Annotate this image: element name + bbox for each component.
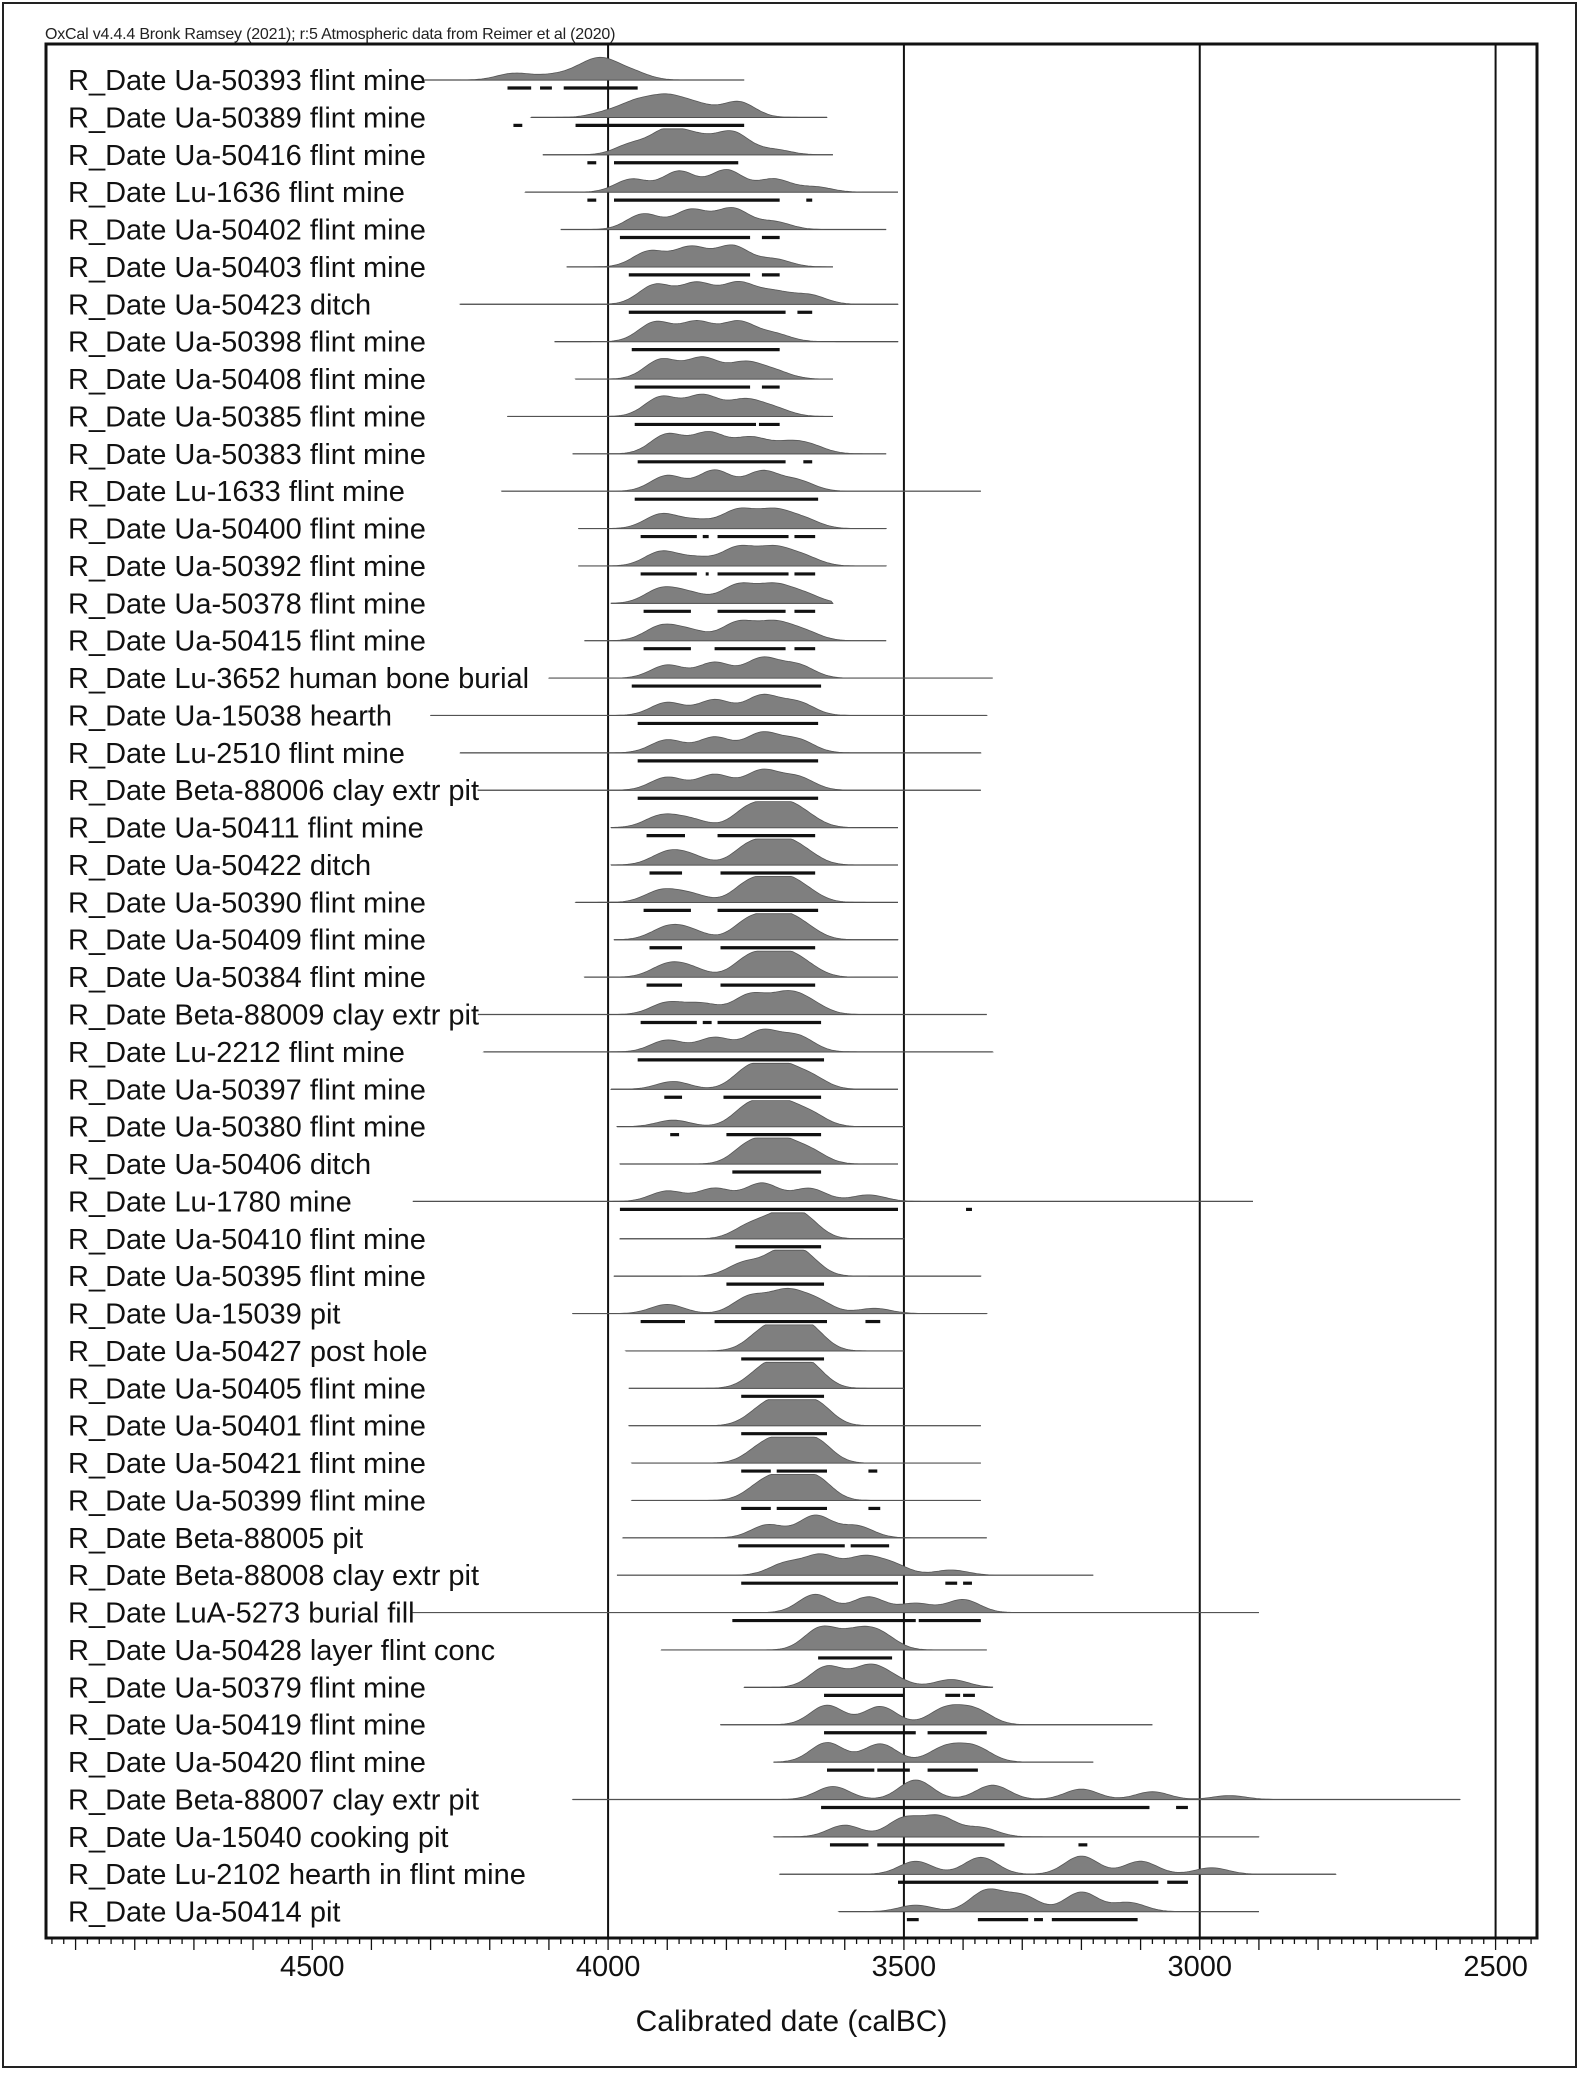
- distribution-label: R_Date Ua-50399 flint mine: [68, 1485, 426, 1518]
- distribution-label: R_Date Lu-1633 flint mine: [68, 476, 405, 509]
- density-curve: [502, 470, 981, 491]
- distribution-label: R_Date Ua-50398 flint mine: [68, 326, 426, 359]
- density-curve: [478, 769, 981, 790]
- distribution-label: R_Date Ua-50427 post hole: [68, 1335, 428, 1368]
- x-tick-label-4000: 4000: [575, 1951, 641, 1983]
- density-curve: [780, 1856, 1336, 1874]
- distribution-label: R_Date Ua-50423 ditch: [68, 289, 372, 322]
- distribution-label: R_Date Ua-50415 flint mine: [68, 625, 426, 658]
- density-curve: [839, 1889, 1259, 1912]
- distribution-label: R_Date Ua-50395 flint mine: [68, 1261, 426, 1294]
- density-curve: [573, 1288, 987, 1313]
- density-curve: [573, 1780, 1461, 1800]
- distribution-label: R_Date Ua-50406 ditch: [68, 1149, 372, 1182]
- density-curve: [611, 839, 898, 865]
- density-curve: [614, 1250, 981, 1276]
- distribution-label: R_Date Beta-88008 clay extr pit: [68, 1560, 480, 1593]
- distribution-label: R_Date Ua-50419 flint mine: [68, 1709, 426, 1742]
- distribution-label: R_Date Ua-50411 flint mine: [68, 812, 424, 845]
- software-credit: OxCal v4.4.4 Bronk Ramsey (2021); r:5 Atmospheric data from Reimer et al (2020): [45, 26, 616, 43]
- distribution-label: R_Date Lu-1636 flint mine: [68, 177, 405, 210]
- distribution-label: R_Date Ua-50403 flint mine: [68, 251, 426, 284]
- density-curve: [623, 1515, 987, 1538]
- density-curve: [425, 57, 745, 80]
- distribution-label: R_Date Ua-50385 flint mine: [68, 401, 426, 434]
- density-curve: [579, 545, 887, 566]
- density-curve: [460, 732, 981, 753]
- distribution-label: R_Date Ua-50408 flint mine: [68, 364, 426, 397]
- density-curve: [626, 1325, 904, 1351]
- distribution-label: R_Date Ua-50400 flint mine: [68, 513, 426, 546]
- distribution-label: R_Date Ua-50420 flint mine: [68, 1747, 426, 1780]
- distribution-label: R_Date Ua-50422 ditch: [68, 849, 372, 882]
- distribution-label: R_Date Lu-1780 mine: [68, 1186, 352, 1219]
- density-curve: [721, 1705, 1153, 1725]
- density-curve: [774, 1743, 1094, 1763]
- density-curve: [484, 1029, 993, 1052]
- distribution-label: R_Date Ua-50410 flint mine: [68, 1223, 426, 1256]
- density-curve: [460, 281, 898, 304]
- density-curve: [620, 1138, 898, 1164]
- density-curve: [508, 394, 833, 416]
- distribution-label: R_Date Lu-2102 hearth in flint mine: [68, 1859, 526, 1892]
- density-curve: [413, 1594, 1259, 1612]
- distribution-label: R_Date Ua-50378 flint mine: [68, 588, 426, 621]
- density-curve: [413, 1183, 1253, 1202]
- distribution-label: R_Date LuA-5273 burial fill: [68, 1597, 415, 1630]
- density-curve: [584, 951, 898, 977]
- distribution-label: R_Date Beta-88006 clay extr pit: [68, 775, 480, 808]
- density-curve: [543, 129, 833, 155]
- distribution-label: R_Date Ua-50384 flint mine: [68, 962, 426, 995]
- distribution-label: R_Date Ua-50397 flint mine: [68, 1074, 426, 1107]
- distribution-label: R_Date Ua-50379 flint mine: [68, 1672, 426, 1705]
- density-curve: [567, 245, 833, 267]
- distribution-label: R_Date Ua-50393 flint mine: [68, 65, 426, 97]
- distribution-label: R_Date Beta-88005 pit: [68, 1522, 364, 1555]
- distribution-label: R_Date Ua-50405 flint mine: [68, 1373, 426, 1406]
- density-curve: [629, 1400, 981, 1426]
- x-tick-label-3000: 3000: [1167, 1951, 1233, 1983]
- density-curve: [744, 1664, 993, 1687]
- density-curve: [617, 1101, 904, 1127]
- density-curve: [584, 620, 886, 641]
- distribution-label: R_Date Ua-50409 flint mine: [68, 924, 426, 957]
- density-curve: [561, 208, 886, 230]
- density-curve: [632, 1474, 981, 1500]
- distribution-label: R_Date Ua-50402 flint mine: [68, 214, 426, 247]
- density-curve: [614, 914, 898, 940]
- density-curve: [629, 1362, 904, 1388]
- distribution-label: R_Date Beta-88007 clay extr pit: [68, 1784, 480, 1817]
- x-tick-label-3500: 3500: [871, 1951, 937, 1983]
- x-tick-label-2500: 2500: [1463, 1951, 1528, 1983]
- distribution-label: R_Date Ua-50383 flint mine: [68, 438, 426, 471]
- density-curve: [573, 432, 887, 454]
- distribution-label: R_Date Ua-50389 flint mine: [68, 102, 426, 135]
- density-curve: [576, 357, 833, 379]
- distribution-label: R_Date Ua-50428 layer flint conc: [68, 1634, 496, 1667]
- density-curve: [531, 94, 827, 118]
- density-curve: [611, 1063, 898, 1089]
- distribution-label: R_Date Beta-88009 clay extr pit: [68, 999, 480, 1032]
- distribution-label: R_Date Ua-15040 cooking pit: [68, 1821, 449, 1854]
- density-curve: [620, 1213, 904, 1239]
- distribution-label: R_Date Ua-50416 flint mine: [68, 139, 426, 172]
- distribution-label: R_Date Ua-50414 pit: [68, 1896, 341, 1929]
- density-curve: [525, 170, 898, 193]
- distribution-label: R_Date Ua-15039 pit: [68, 1298, 341, 1331]
- distribution-label: R_Date Ua-15038 hearth: [68, 700, 393, 733]
- density-curve: [617, 1554, 1093, 1575]
- density-curve: [555, 320, 898, 341]
- density-curve: [576, 876, 899, 902]
- distribution-label: R_Date Ua-50380 flint mine: [68, 1111, 426, 1144]
- density-curve: [478, 991, 987, 1015]
- density-curve: [661, 1626, 986, 1650]
- distribution-label: R_Date Ua-50392 flint mine: [68, 550, 426, 583]
- x-axis-label: Calibrated date (calBC): [635, 2005, 948, 2038]
- density-curve: [549, 657, 993, 678]
- density-curve: [611, 802, 898, 828]
- density-curve: [632, 1437, 981, 1463]
- density-curve: [579, 508, 887, 529]
- distribution-label: R_Date Lu-2510 flint mine: [68, 737, 405, 770]
- distribution-label: R_Date Ua-50421 flint mine: [68, 1448, 426, 1481]
- density-curve: [774, 1815, 1259, 1837]
- distribution-label: R_Date Ua-50390 flint mine: [68, 887, 426, 920]
- distribution-label: R_Date Ua-50401 flint mine: [68, 1410, 426, 1443]
- distribution-label: R_Date Lu-2212 flint mine: [68, 1036, 405, 1069]
- density-curve: [611, 583, 833, 604]
- x-tick-label-4500: 4500: [279, 1951, 345, 1983]
- distribution-label: R_Date Lu-3652 human bone burial: [68, 663, 530, 696]
